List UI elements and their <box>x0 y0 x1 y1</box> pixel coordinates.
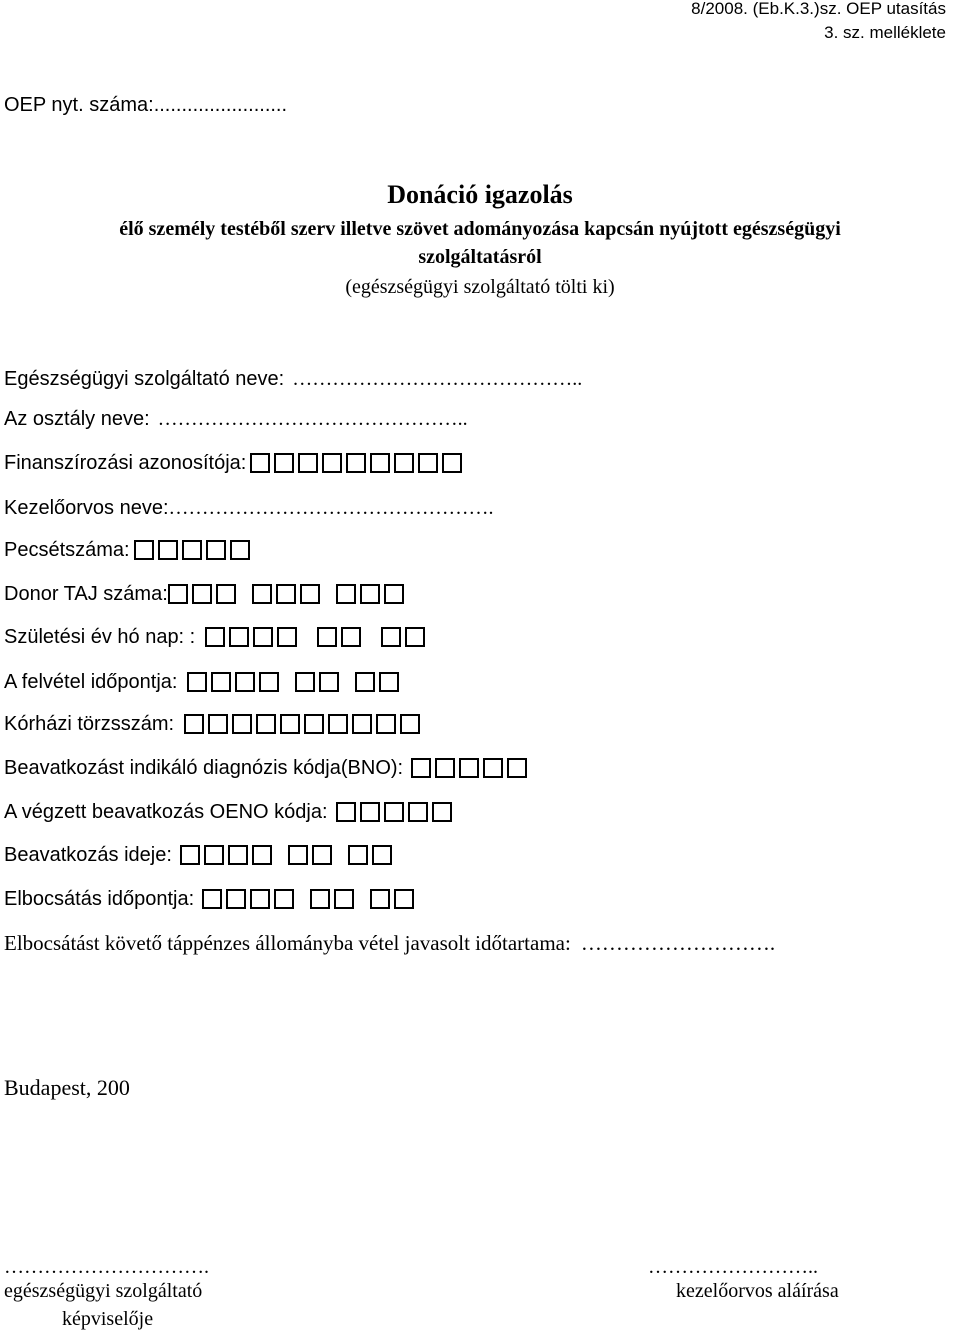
entry-box[interactable] <box>226 889 246 909</box>
entry-box[interactable] <box>370 453 390 473</box>
fill-instruction: (egészségügyi szolgáltató tölti ki) <box>345 276 615 298</box>
donor-taj-label: Donor TAJ száma: <box>4 583 168 605</box>
admission-date-label: A felvétel időpontja: <box>4 671 178 693</box>
entry-box[interactable] <box>432 802 452 822</box>
entry-box[interactable] <box>211 672 231 692</box>
entry-box[interactable] <box>328 714 348 734</box>
sick-leave-row <box>4 930 775 956</box>
entry-box[interactable] <box>400 714 420 734</box>
entry-box[interactable] <box>435 758 455 778</box>
donor-taj-row <box>4 581 408 607</box>
entry-box[interactable] <box>394 453 414 473</box>
entry-box[interactable] <box>202 889 222 909</box>
entry-box[interactable] <box>259 672 279 692</box>
entry-box[interactable] <box>322 453 342 473</box>
entry-box[interactable] <box>459 758 479 778</box>
admission-date-row <box>4 669 403 695</box>
entry-box[interactable] <box>216 584 236 604</box>
birth-date-row <box>4 624 429 650</box>
entry-box[interactable] <box>408 802 428 822</box>
stamp-number-label: Pecsétszáma: <box>4 539 130 561</box>
provider-name-field[interactable]: …………………………………….. <box>292 368 583 390</box>
oep-number: OEP nyt. száma:........................ <box>4 94 288 116</box>
entry-box[interactable] <box>304 714 324 734</box>
entry-box[interactable] <box>252 584 272 604</box>
entry-box[interactable] <box>348 845 368 865</box>
department-field[interactable]: ……………………………………….. <box>157 408 468 430</box>
hospital-reg-label: Kórházi törzsszám: <box>4 713 175 735</box>
entry-box[interactable] <box>346 453 366 473</box>
entry-box[interactable] <box>253 627 273 647</box>
hospital-reg-row <box>4 711 424 737</box>
entry-box[interactable] <box>379 672 399 692</box>
doctor-name-label: Kezelőorvos neve: <box>4 497 169 519</box>
entry-box[interactable] <box>232 714 252 734</box>
procedure-time-row <box>4 842 396 868</box>
department-label: Az osztály neve: <box>4 408 150 430</box>
birth-date-boxes[interactable] <box>205 627 429 647</box>
entry-box[interactable] <box>352 714 372 734</box>
entry-box[interactable] <box>134 540 154 560</box>
oeno-code-row <box>4 799 456 825</box>
hospital-reg-boxes[interactable] <box>184 714 424 734</box>
provider-name-label: Egészségügyi szolgáltató neve: <box>4 368 285 390</box>
entry-box[interactable] <box>336 802 356 822</box>
discharge-date-label: Elbocsátás időpontja: <box>4 888 195 910</box>
entry-box[interactable] <box>384 802 404 822</box>
entry-box[interactable] <box>418 453 438 473</box>
stamp-number-boxes[interactable] <box>134 540 254 560</box>
bno-code-label: Beavatkozást indikáló diagnózis kódja(BNO): <box>4 757 404 779</box>
entry-box[interactable] <box>394 889 414 909</box>
discharge-date-boxes[interactable] <box>202 889 418 909</box>
entry-box[interactable] <box>168 584 188 604</box>
discharge-date-row <box>4 886 418 912</box>
entry-box[interactable] <box>336 584 356 604</box>
entry-box[interactable] <box>360 802 380 822</box>
procedure-time-boxes[interactable] <box>180 845 396 865</box>
page-subtitle-1: élő személy testéből szerv illetve szövet adományozása kapcsán nyújtott egészségügyi <box>119 218 841 240</box>
entry-box[interactable] <box>235 672 255 692</box>
entry-box[interactable] <box>405 627 425 647</box>
entry-box[interactable] <box>230 540 250 560</box>
entry-box[interactable] <box>276 584 296 604</box>
entry-box[interactable] <box>180 845 200 865</box>
entry-box[interactable] <box>208 714 228 734</box>
entry-box[interactable] <box>205 627 225 647</box>
entry-box[interactable] <box>298 453 318 473</box>
entry-box[interactable] <box>204 845 224 865</box>
form-reference: 8/2008. (Eb.K.3.)sz. OEP utasítás <box>691 0 946 18</box>
procedure-time-label: Beavatkozás ideje: <box>4 844 172 866</box>
entry-box[interactable] <box>360 584 380 604</box>
doctor-name-row <box>4 495 494 521</box>
entry-box[interactable] <box>300 584 320 604</box>
entry-box[interactable] <box>252 845 272 865</box>
entry-box[interactable] <box>187 672 207 692</box>
entry-box[interactable] <box>250 889 270 909</box>
entry-box[interactable] <box>280 714 300 734</box>
entry-box[interactable] <box>229 627 249 647</box>
entry-box[interactable] <box>317 627 337 647</box>
entry-box[interactable] <box>376 714 396 734</box>
entry-box[interactable] <box>341 627 361 647</box>
entry-box[interactable] <box>310 889 330 909</box>
provider-signature-label: egészségügyi szolgáltató <box>4 1280 203 1302</box>
financing-id-label: Finanszírozási azonosítója: <box>4 452 247 474</box>
entry-box[interactable] <box>274 453 294 473</box>
doctor-name-field[interactable]: …………………………………………. <box>168 497 494 519</box>
entry-box[interactable] <box>507 758 527 778</box>
annex-reference: 3. sz. melléklete <box>824 23 946 42</box>
entry-box[interactable] <box>184 714 204 734</box>
entry-box[interactable] <box>250 453 270 473</box>
oeno-code-boxes[interactable] <box>336 802 456 822</box>
entry-box[interactable] <box>288 845 308 865</box>
admission-date-boxes[interactable] <box>187 672 403 692</box>
entry-box[interactable] <box>319 672 339 692</box>
entry-box[interactable] <box>256 714 276 734</box>
sick-leave-label: Elbocsátást követő táppénzes állományba vétel javasolt időtartama: <box>4 931 571 955</box>
entry-box[interactable] <box>274 889 294 909</box>
department-row <box>4 406 468 432</box>
page-title: Donáció igazolás <box>387 180 573 209</box>
entry-box[interactable] <box>442 453 462 473</box>
doctor-signature-label: kezelőorvos aláírása <box>676 1280 839 1302</box>
provider-signature-label-2: képviselője <box>62 1308 154 1330</box>
provider-signature-line[interactable]: …………………………. <box>4 1256 209 1278</box>
stamp-number-row <box>4 537 254 563</box>
entry-box[interactable] <box>483 758 503 778</box>
entry-box[interactable] <box>206 540 226 560</box>
birth-date-label: Születési év hó nap: : <box>4 626 196 648</box>
entry-box[interactable] <box>334 889 354 909</box>
entry-box[interactable] <box>372 845 392 865</box>
bno-code-row <box>4 755 531 781</box>
entry-box[interactable] <box>355 672 375 692</box>
oeno-code-label: A végzett beavatkozás OENO kódja: <box>4 801 328 823</box>
page-subtitle-2: szolgáltatásról <box>418 246 542 268</box>
entry-box[interactable] <box>312 845 332 865</box>
entry-box[interactable] <box>370 889 390 909</box>
provider-name-row <box>4 366 582 392</box>
doctor-signature-line[interactable]: …………………….. <box>648 1256 818 1278</box>
entry-box[interactable] <box>295 672 315 692</box>
entry-box[interactable] <box>411 758 431 778</box>
entry-box[interactable] <box>192 584 212 604</box>
entry-box[interactable] <box>182 540 202 560</box>
entry-box[interactable] <box>158 540 178 560</box>
entry-box[interactable] <box>381 627 401 647</box>
place-date[interactable]: Budapest, 200 <box>4 1075 130 1100</box>
donor-taj-boxes[interactable] <box>168 584 408 604</box>
entry-box[interactable] <box>384 584 404 604</box>
entry-box[interactable] <box>228 845 248 865</box>
entry-box[interactable] <box>277 627 297 647</box>
sick-leave-field[interactable]: ………………………. <box>580 931 776 955</box>
financing-id-row <box>4 450 466 476</box>
bno-code-boxes[interactable] <box>411 758 531 778</box>
financing-id-boxes[interactable] <box>250 453 466 473</box>
